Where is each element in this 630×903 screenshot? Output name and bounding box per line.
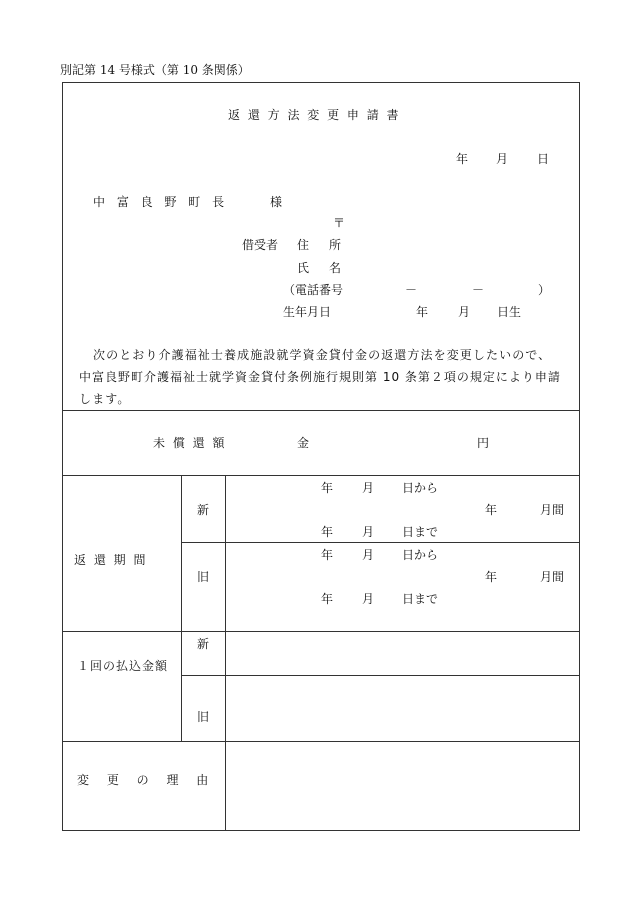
birth-year-label: 年 xyxy=(416,305,429,319)
old-from-month: 月 xyxy=(362,548,375,562)
new-from-year: 年 xyxy=(321,481,334,495)
date-year-label: 年 xyxy=(456,152,469,166)
new-from-month: 月 xyxy=(362,481,375,495)
phone-close: ） xyxy=(538,283,551,297)
reason-label: 変 更 の 理 由 xyxy=(77,773,216,787)
birth-day-label: 日生 xyxy=(497,305,522,319)
birth-month-label: 月 xyxy=(458,305,471,319)
new-months-year: 年 xyxy=(485,503,498,517)
old-from-day: 日から xyxy=(402,548,439,562)
new-to-year: 年 xyxy=(321,525,334,539)
old-months-label: 月間 xyxy=(540,570,565,584)
payment-old-label: 旧 xyxy=(197,710,210,724)
col-divider-1 xyxy=(181,475,182,741)
phone-label: （電話番号 xyxy=(283,283,344,297)
row-divider-3 xyxy=(62,741,580,742)
unpaid-suffix: 円 xyxy=(477,436,490,450)
address-label: 住 所 xyxy=(297,238,346,252)
date-day-label: 日 xyxy=(537,152,550,166)
old-to-day: 日まで xyxy=(402,592,439,606)
period-new-label: 新 xyxy=(197,503,210,517)
form-title: 返 還 方 法 変 更 申 請 書 xyxy=(228,108,401,122)
period-label: 返 還 期 間 xyxy=(74,553,148,567)
row-divider-payment xyxy=(181,675,580,676)
honorific: 様 xyxy=(270,195,283,209)
row-divider-1 xyxy=(62,475,580,476)
birth-label: 生年月日 xyxy=(283,305,332,319)
form-number: 別記第 14 号様式（第 10 条関係） xyxy=(60,63,250,77)
old-months-year: 年 xyxy=(485,570,498,584)
body-line-2: 中富良野町介護福祉士就学資金貸付条例施行規則第 10 条第２項の規定により申請 xyxy=(79,370,561,384)
row-divider-newold xyxy=(181,542,225,543)
phone-dash-1: － xyxy=(405,283,418,297)
new-to-month: 月 xyxy=(362,525,375,539)
col-divider-2 xyxy=(225,475,226,831)
payment-new-label: 新 xyxy=(197,637,210,651)
old-from-year: 年 xyxy=(321,548,334,562)
new-months-label: 月間 xyxy=(540,503,565,517)
phone-dash-2: － xyxy=(472,283,485,297)
postal-mark: 〒 xyxy=(333,216,346,230)
date-month-label: 月 xyxy=(496,152,509,166)
unpaid-label: 未 償 還 額 xyxy=(153,436,227,450)
payment-label: １回の払込金額 xyxy=(77,659,169,673)
period-old-label: 旧 xyxy=(197,570,210,584)
old-to-year: 年 xyxy=(321,592,334,606)
new-to-day: 日まで xyxy=(402,525,439,539)
body-line-3: します。 xyxy=(79,392,131,406)
form-table-box xyxy=(62,410,580,831)
borrower-label: 借受者 xyxy=(242,238,279,252)
row-divider-period xyxy=(225,542,580,543)
addressee: 中 富 良 野 町 長 xyxy=(93,195,229,209)
body-line-1: 次のとおり介護福祉士養成施設就学資金貸付金の返還方法を変更したいので、 xyxy=(93,348,552,362)
new-from-day: 日から xyxy=(402,481,439,495)
old-to-month: 月 xyxy=(362,592,375,606)
name-label: 氏 名 xyxy=(297,261,346,275)
unpaid-prefix: 金 xyxy=(297,436,310,450)
row-divider-2 xyxy=(62,631,580,632)
